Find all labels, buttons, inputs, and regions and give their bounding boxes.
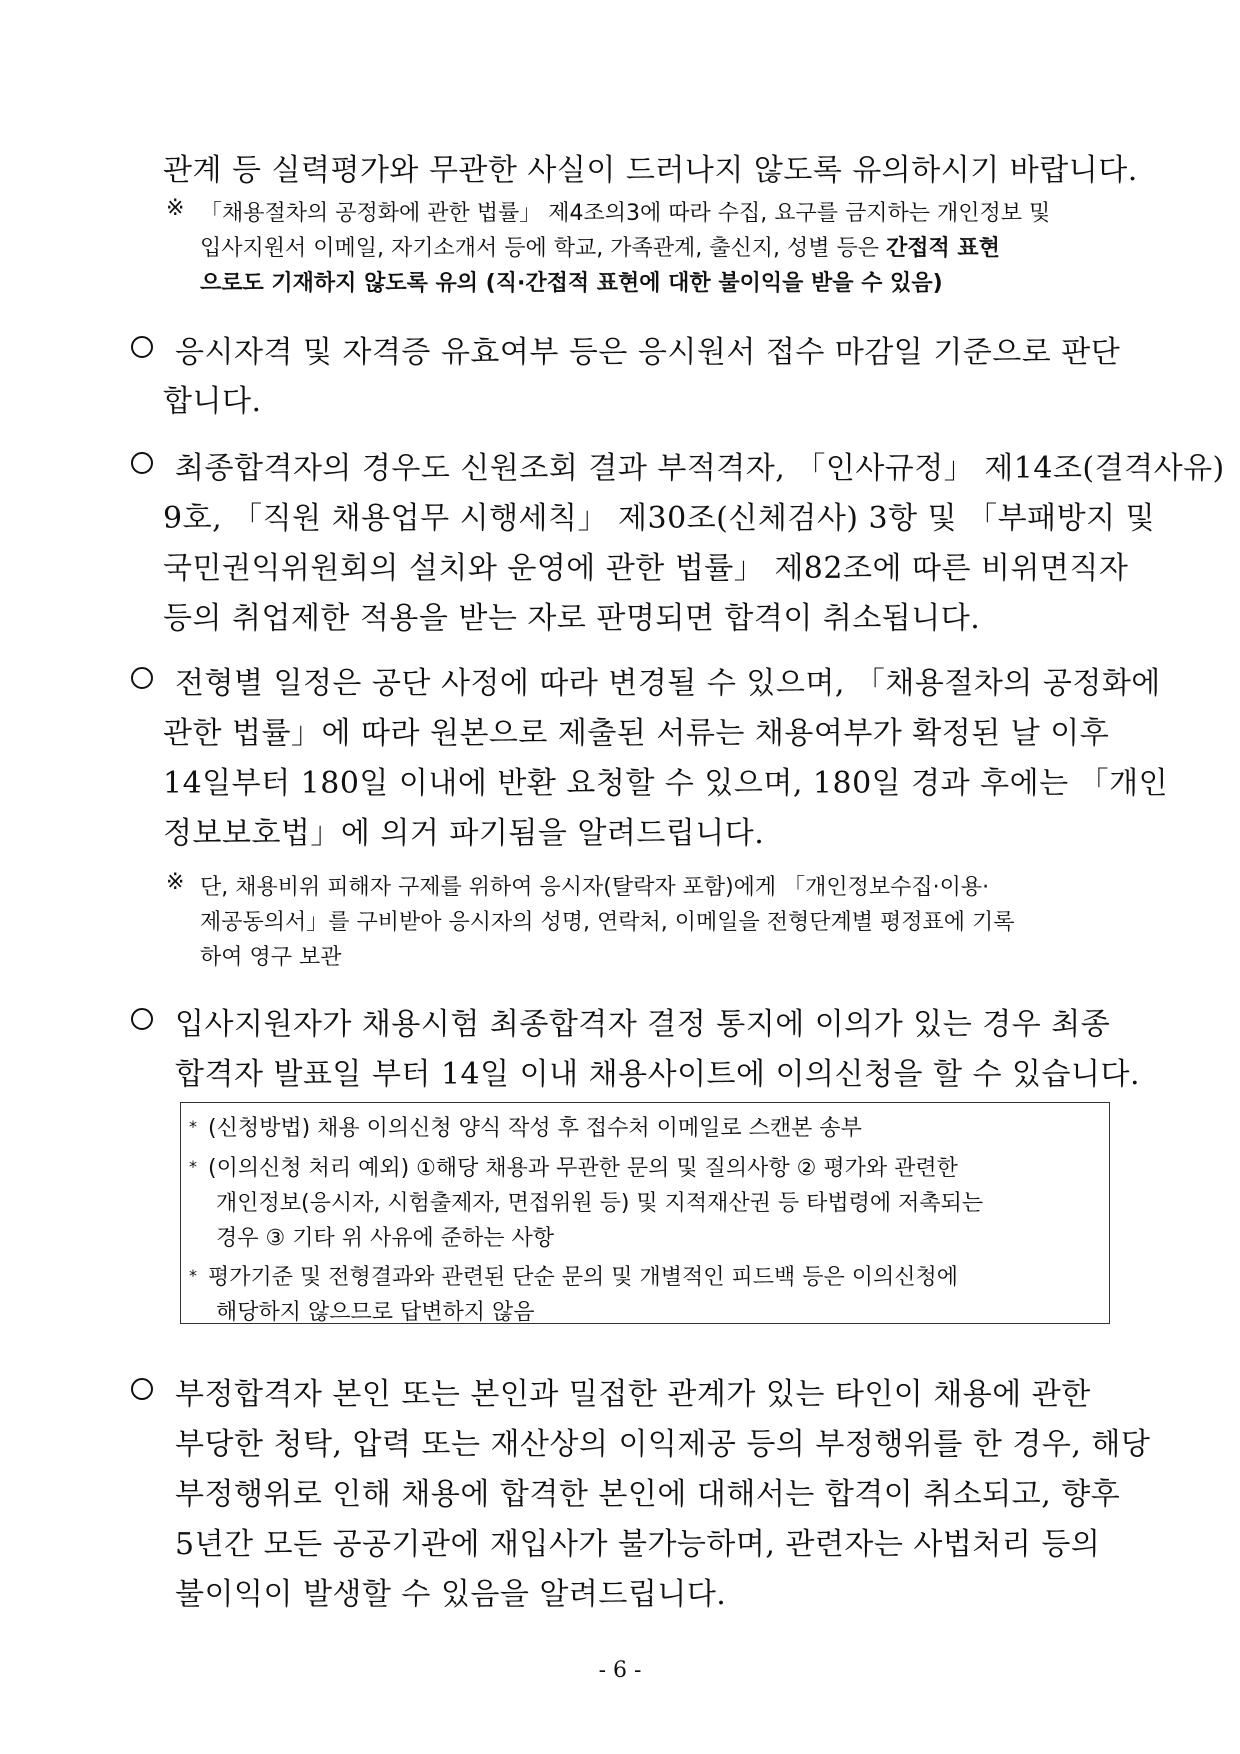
fraud-line1: 부정합격자 본인 또는 본인과 밀접한 관계가 있는 타인이 채용에 관한 bbox=[175, 1377, 1091, 1412]
circle-bullet-icon bbox=[131, 1008, 153, 1030]
qualify-line1: 응시자격 및 자격증 유효여부 등은 응시원서 접수 마감일 기준으로 판단 bbox=[175, 335, 1121, 370]
cancel-line3: 국민권익위원회의 설치와 운영에 관한 법률」 제82조에 따른 비위면직자 bbox=[163, 551, 1129, 586]
note2-line1: 단, 채용비위 피해자 구제를 위하여 응시자(탈락자 포함)에게 「개인정보수집·이용· bbox=[200, 875, 990, 900]
star-mark: * bbox=[189, 1157, 197, 1176]
box-item2-line2: 개인정보(응시자, 시험출제자, 면접위원 등) 및 지적재산권 등 타법령에 저촉되는 bbox=[216, 1191, 984, 1216]
objection-line1: 입사지원자가 채용시험 최종합격자 결정 통지에 이의가 있는 경우 최종 bbox=[175, 1007, 1111, 1042]
fraud-line5: 불이익이 발생할 수 있음을 알려드립니다. bbox=[175, 1577, 727, 1612]
note1-line2-bold: 간접적 표현 bbox=[885, 236, 1000, 261]
box-item3-line1: 평가기준 및 전형결과와 관련된 단순 문의 및 개별적인 피드백 등은 이의신청에 bbox=[208, 1265, 958, 1290]
cancel-line2: 9호, 「직원 채용업무 시행세칙」 제30조(신체검사) 3항 및 「부패방지 및 bbox=[163, 501, 1156, 536]
cancel-line1: 최종합격자의 경우도 신원조회 결과 부적격자, 「인사규정」 제14조(결격사유) bbox=[175, 451, 1225, 486]
fraud-line3: 부정행위로 인해 채용에 합격한 본인에 대해서는 합격이 취소되고, 향후 bbox=[175, 1477, 1121, 1512]
star-mark: * bbox=[189, 1266, 197, 1285]
fraud-line4: 5년간 모든 공공기관에 재입사가 불가능하며, 관련자는 사법처리 등의 bbox=[175, 1527, 1101, 1562]
intro-line: 관계 등 실력평가와 무관한 사실이 드러나지 않도록 유의하시기 바랍니다. bbox=[163, 153, 1138, 188]
box-item2-line3: 경우 ③ 기타 위 사유에 준하는 사항 bbox=[216, 1226, 554, 1251]
schedule-line4: 정보보호법」에 의거 파기됨을 알려드립니다. bbox=[163, 816, 765, 851]
circle-bullet-icon bbox=[131, 452, 153, 474]
note-mark: ※ bbox=[166, 196, 185, 221]
page-number: - 6 - bbox=[598, 1658, 642, 1683]
note2-line3: 하여 영구 보관 bbox=[200, 945, 342, 970]
schedule-line2: 관한 법률」에 따라 원본으로 제출된 서류는 채용여부가 확정된 날 이후 bbox=[163, 716, 1110, 751]
circle-bullet-icon bbox=[131, 667, 153, 689]
schedule-line3: 14일부터 180일 이내에 반환 요청할 수 있으며, 180일 경과 후에는 「개인 bbox=[163, 766, 1169, 801]
note1-line3: 으로도 기재하지 않도록 유의 (직·간접적 표현에 대한 불이익을 받을 수 있음) bbox=[200, 271, 943, 296]
note-mark: ※ bbox=[166, 870, 185, 895]
note1-line2 bbox=[200, 231, 1000, 262]
note1-line2-normal: 입사지원서 이메일, 자기소개서 등에 학교, 가족관계, 출신지, 성별 등은 bbox=[200, 236, 886, 261]
box-item1: (신청방법) 채용 이의신청 양식 작성 후 접수처 이메일로 스캔본 송부 bbox=[208, 1116, 862, 1141]
fraud-line2: 부당한 청탁, 압력 또는 재산상의 이익제공 등의 부정행위를 한 경우, 해당 bbox=[175, 1427, 1151, 1462]
cancel-line4: 등의 취업제한 적용을 받는 자로 판명되면 합격이 취소됩니다. bbox=[163, 601, 981, 636]
qualify-line2: 합니다. bbox=[163, 384, 262, 419]
box-item3-line2: 해당하지 않으므로 답변하지 않음 bbox=[216, 1300, 535, 1325]
schedule-line1: 전형별 일정은 공단 사정에 따라 변경될 수 있으며, 「채용절차의 공정화에 bbox=[175, 666, 1161, 701]
circle-bullet-icon bbox=[131, 1378, 153, 1400]
box-item2-line1: (이의신청 처리 예외) ①해당 채용과 무관한 문의 및 질의사항 ② 평가와 관련한 bbox=[208, 1156, 958, 1181]
star-mark: * bbox=[189, 1117, 197, 1136]
note1-line1: 「채용절차의 공정화에 관한 법률」 제4조의3에 따라 수집, 요구를 금지하는 개인정보 및 bbox=[200, 201, 1051, 226]
circle-bullet-icon bbox=[131, 336, 153, 358]
objection-line2: 합격자 발표일 부터 14일 이내 채용사이트에 이의신청을 할 수 있습니다. bbox=[175, 1057, 1140, 1092]
note2-line2: 제공동의서」를 구비받아 응시자의 성명, 연락처, 이메일을 전형단계별 평정표에 기록 bbox=[200, 910, 1015, 935]
